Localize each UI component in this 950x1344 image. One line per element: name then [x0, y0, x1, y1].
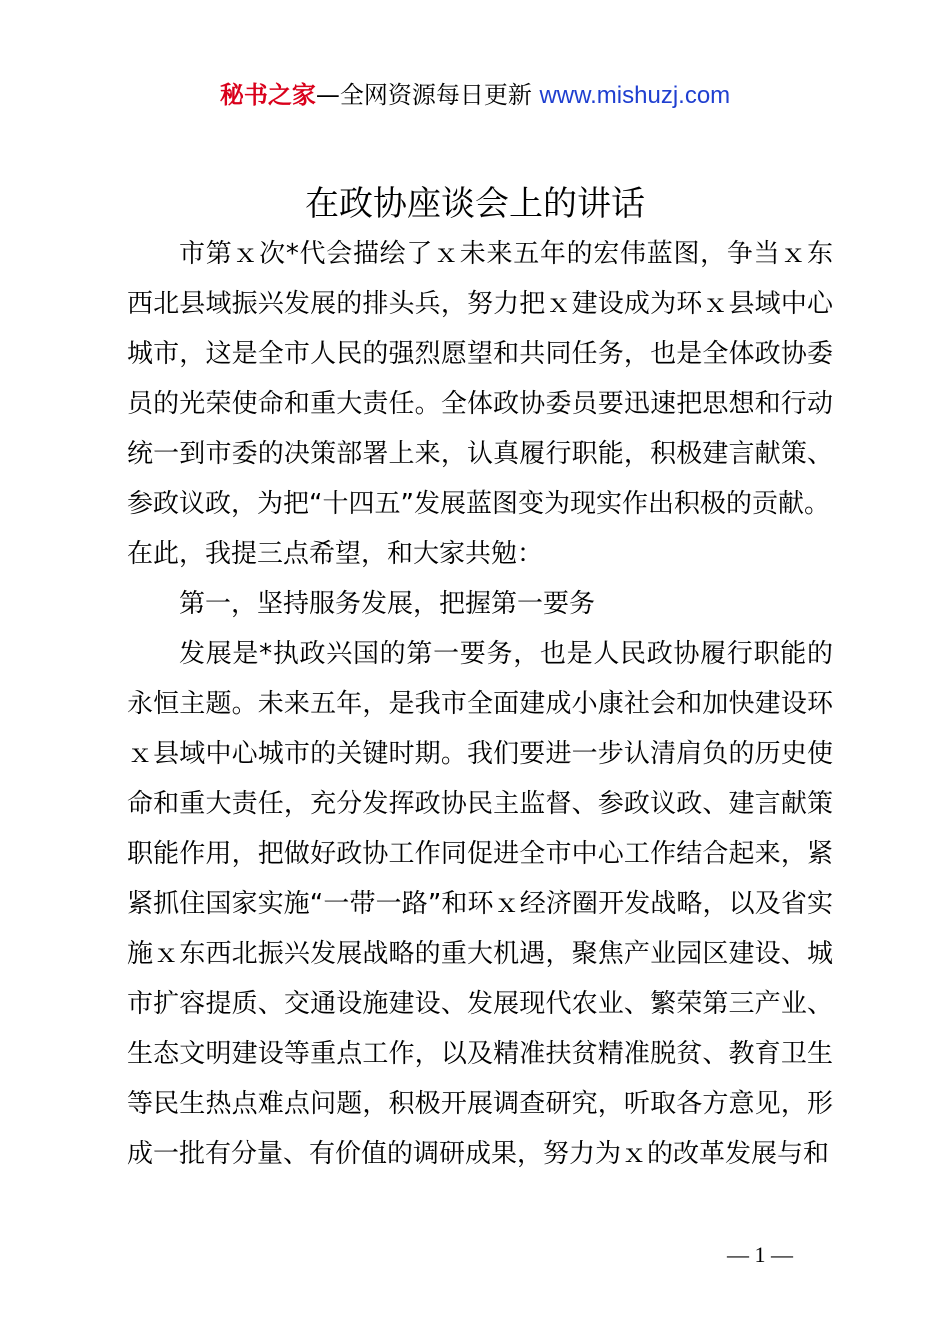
document-title: 在政协座谈会上的讲话 [305, 184, 645, 224]
body-paragraph-transition: 在此，我提三点希望，和大家共勉： [127, 539, 544, 569]
document-body [127, 229, 833, 1179]
site-url-link[interactable]: www.mishuzj.com [539, 82, 731, 109]
section-heading-first: 第一，坚持服务发展，把握第一要务 [179, 589, 596, 619]
body-paragraph-intro: 市第ｘ次*代会描绘了ｘ未来五年的宏伟蓝图，争当ｘ东西北县域振兴发展的排头兵，努力把ｘ建设成为环ｘ县域中心城市，这是全市人民的强烈愿望和共同任务，也是全体政协委员的光荣使命和重大责任。全体政协委员要迅速把思想和行动统一到市委的决策部署上来，认真履行职能，积极建言献策、参政议政，为把“十四五”发展蓝图变为现实作出积极的贡献。 [127, 239, 833, 519]
brand-name: 秘书之家 [219, 81, 316, 109]
page-number: — 1 — [727, 1242, 793, 1267]
header-tagline: —全网资源每日更新 [315, 81, 532, 109]
site-header [0, 78, 950, 113]
body-paragraph-section-one: 发展是*执政兴国的第一要务，也是人民政协履行职能的永恒主题。未来五年，是我市全面建成小康社会和加快建设环ｘ县域中心城市的关键时期。我们要进一步认清肩负的历史使命和重大责任，充分发挥政协民主监督、参政议政、建言献策职能作用，把做好政协工作同促进全市中心工作结合起来，紧紧抓住国家实施“一带一路”和环ｘ经济圈开发战略，以及省实施ｘ东西北振兴发展战略的重大机遇，聚焦产业园区建设、城市扩容提质、交通设施建设、发展现代农业、繁荣第三产业、生态文明建设等重点工作，以及精准扶贫精准脱贫、教育卫生等民生热点难点问题，积极开展调查研究，听取各方意见，形成一批有分量、有价值的调研成果，努力为ｘ的改革发展与和 [127, 639, 833, 1169]
